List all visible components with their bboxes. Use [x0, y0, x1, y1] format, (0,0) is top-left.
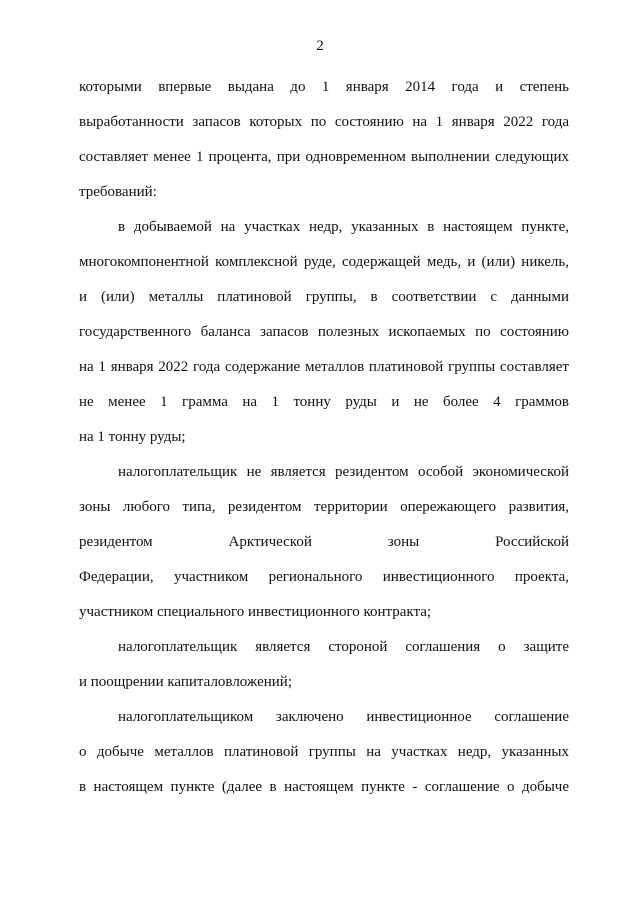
text-line: на 1 января 2022 года содержание металлов платиновой группы составляет	[79, 359, 569, 375]
text-line: участником специального инвестиционного контракта;	[79, 604, 432, 620]
text-line: в настоящем пункте (далее в настоящем пункте - соглашение о добыче	[79, 779, 569, 795]
text-line: зоны любого типа, резидентом территории опережающего развития,	[79, 499, 569, 515]
text-line: которыми впервые выдана до 1 января 2014 года и степень	[79, 79, 569, 95]
text-line: многокомпонентной комплексной руде, содержащей медь, и (или) никель,	[79, 254, 569, 270]
text-line: резидентом Арктической зоны Российской	[79, 534, 569, 550]
text-line: не менее 1 грамма на 1 тонну руды и не более 4 граммов	[79, 394, 569, 410]
paragraph-first-line: налогоплательщик не является резидентом особой экономической	[118, 464, 569, 480]
text-line: выработанности запасов которых по состоянию на 1 января 2022 года	[79, 114, 569, 130]
text-line: требований:	[79, 184, 157, 200]
text-line: государственного баланса запасов полезных ископаемых по состоянию	[79, 324, 569, 340]
paragraph-first-line: в добываемой на участках недр, указанных в настоящем пункте,	[118, 219, 569, 235]
text-line: на 1 тонну руды;	[79, 429, 186, 445]
paragraph-first-line: налогоплательщик является стороной соглашения о защите	[118, 639, 569, 655]
paragraph-first-line: налогоплательщиком заключено инвестиционное соглашение	[118, 709, 569, 725]
text-line: о добыче металлов платиновой группы на участках недр, указанных	[79, 744, 569, 760]
text-line: Федерации, участником регионального инвестиционного проекта,	[79, 569, 569, 585]
page-number: 2	[316, 38, 324, 54]
text-line: и (или) металлы платиновой группы, в соответствии с данными	[79, 289, 569, 305]
text-line: составляет менее 1 процента, при одновременном выполнении следующих	[79, 149, 569, 165]
text-line: и поощрении капиталовложений;	[79, 674, 293, 690]
